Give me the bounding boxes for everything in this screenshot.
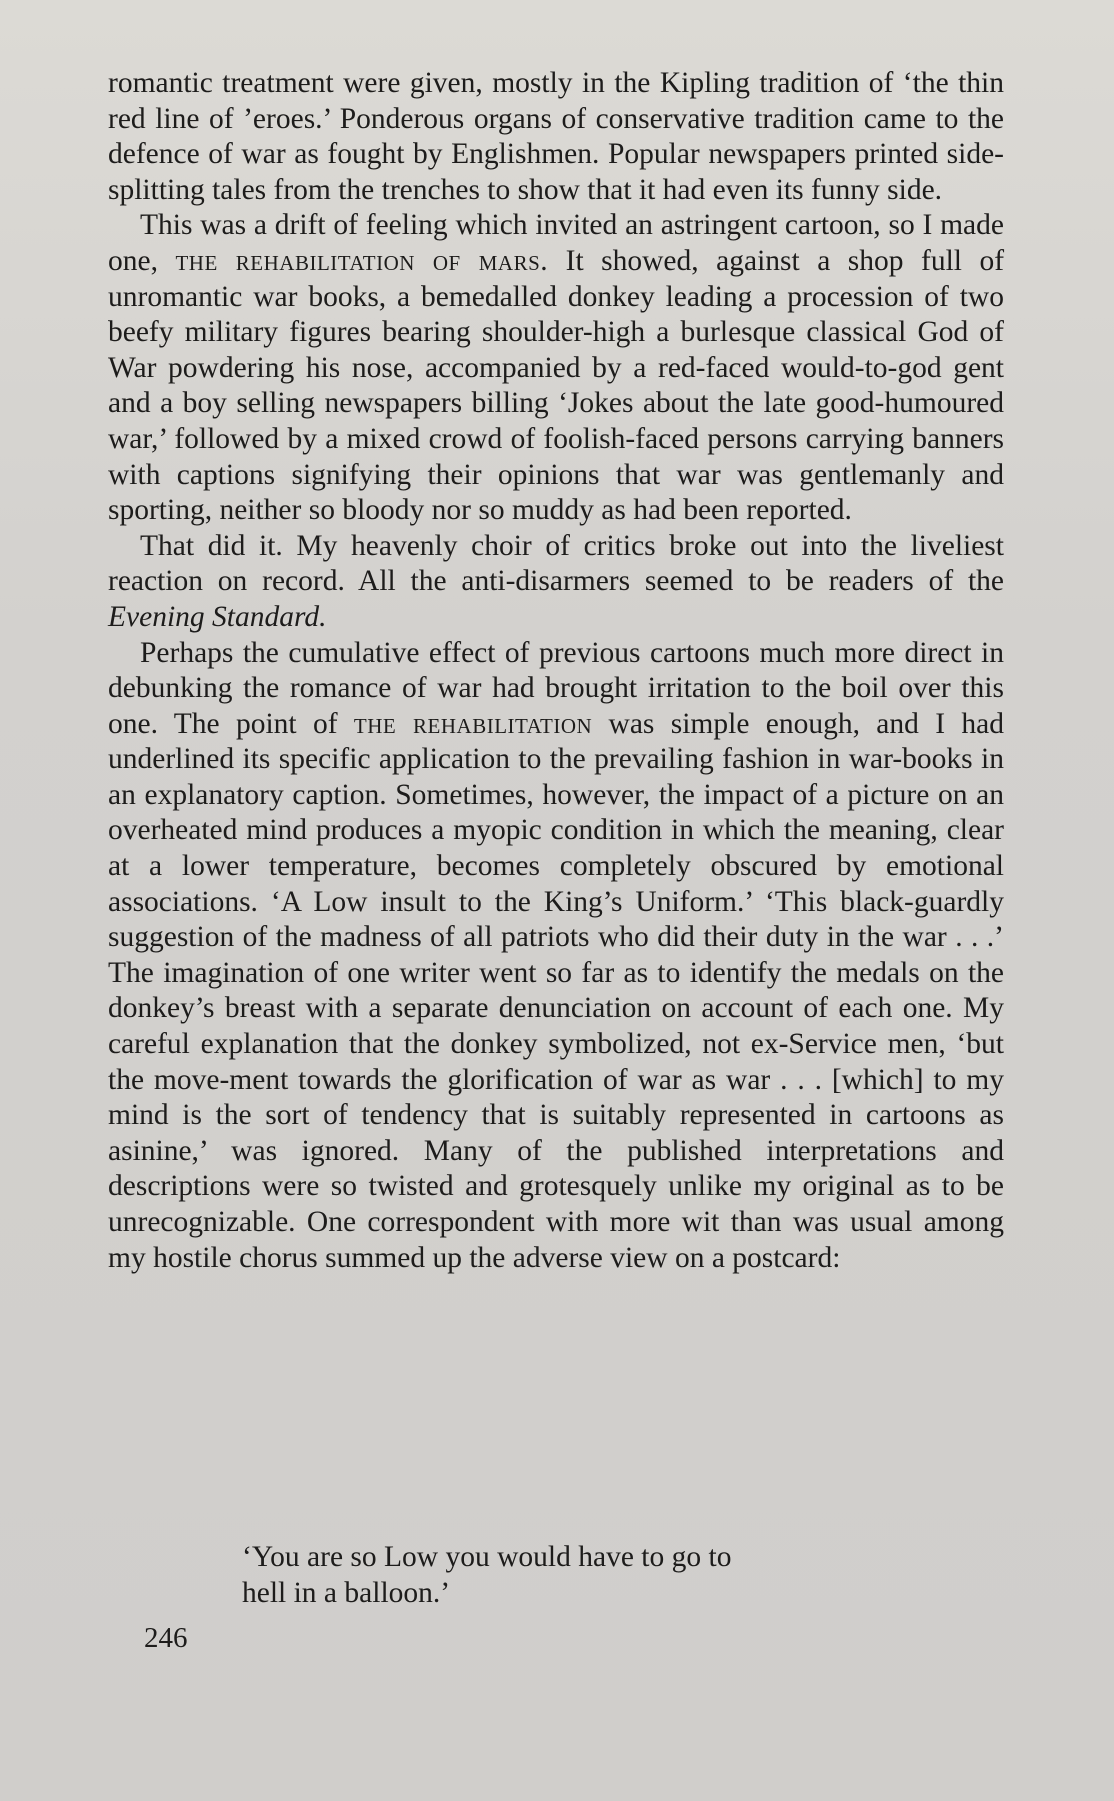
quote-line-2: hell in a balloon.’ — [242, 1576, 451, 1609]
paragraph-2-text-a: This was a drift of feeling which invited an astringent cartoon, so I made one, — [108, 209, 1004, 277]
paragraph-2-text-b: It showed, against a shop full of unromantic war books, a bemedalled donkey leading a procession of two beefy military figures bearing shoulder-high a burlesque classical God of War powdering his nose, accompanied by a red-faced would-to-god gent and a boy selling newspapers billing ‘Jokes about the late good-humoured war,’ followed by a mixed crowd of foolish-faced persons carrying banners with captions signifying their opinions that war was gentlemanly and sporting, neither so bloody nor so muddy as had been reported. — [108, 244, 1005, 527]
paragraph-1-text: romantic treatment were given, mostly in the Kipling tradition of ‘the thin red line of ’eroes.’ Ponderous organs of conservative tradition came to the defence of war as fought by Englishmen. Popular newspapers printed side-splitting tales from the trenches to show that it had even its funny side. — [108, 67, 1004, 206]
cartoon-title-small-caps: the rehabilitation of mars. — [175, 244, 549, 277]
paragraph-4-text-b: was simple enough, and I had underlined its specific application to the prevailing fashion in war-books in an explanatory caption. Sometimes, however, the impact of a picture on an overheated mind produces a myopic condition in which the meaning, clear at a lower temperature, becomes completely obscured by emotional associations. ‘A Low insult to the King’s Uniform.’ ‘This black-guardly suggestion of the madness of all patriots who did their duty in the war . . .’ The imagination of one writer went so far as to identify the medals on the donkey’s breast with a separate denunciation on account of each one. My careful explanation that the donkey symbolized, not ex-Service men, ‘but the move-ment towards the glorification of war as war . . . [which] to my mind is the sort of tendency that is suitably represented in cartoons as asinine,’ was ignored. Many of the published interpretations and descriptions were so twisted and grotesquely unlike my original as to be unrecognizable. One correspondent with more wit than was usual among my hostile chorus summed up the adverse view on a postcard: — [108, 707, 1005, 1274]
paragraph-2 — [108, 208, 1004, 528]
cartoon-short-title-small-caps: the rehabilitation — [353, 707, 593, 740]
newspaper-title-italic: Evening Standard. — [108, 600, 327, 633]
page-number: 246 — [144, 1622, 188, 1654]
paragraph-3 — [108, 529, 1004, 636]
paragraph-4-text-a: Perhaps the cumulative effect of previous cartoons much more direct in debunking the romance of war had brought irritation to the boil over this one. The point of — [108, 636, 1004, 740]
body-text — [108, 66, 1004, 1276]
quote-line-1: ‘You are so Low you would have to go to — [242, 1541, 732, 1573]
paragraph-3-text-a: That did it. My heavenly choir of critics broke out into the liveliest reaction on record. All the anti-disarmers seemed to be readers of the — [108, 529, 1004, 598]
paragraph-4 — [108, 636, 1004, 1277]
postcard-quote — [242, 1540, 882, 1611]
paragraph-1 — [108, 66, 1004, 208]
